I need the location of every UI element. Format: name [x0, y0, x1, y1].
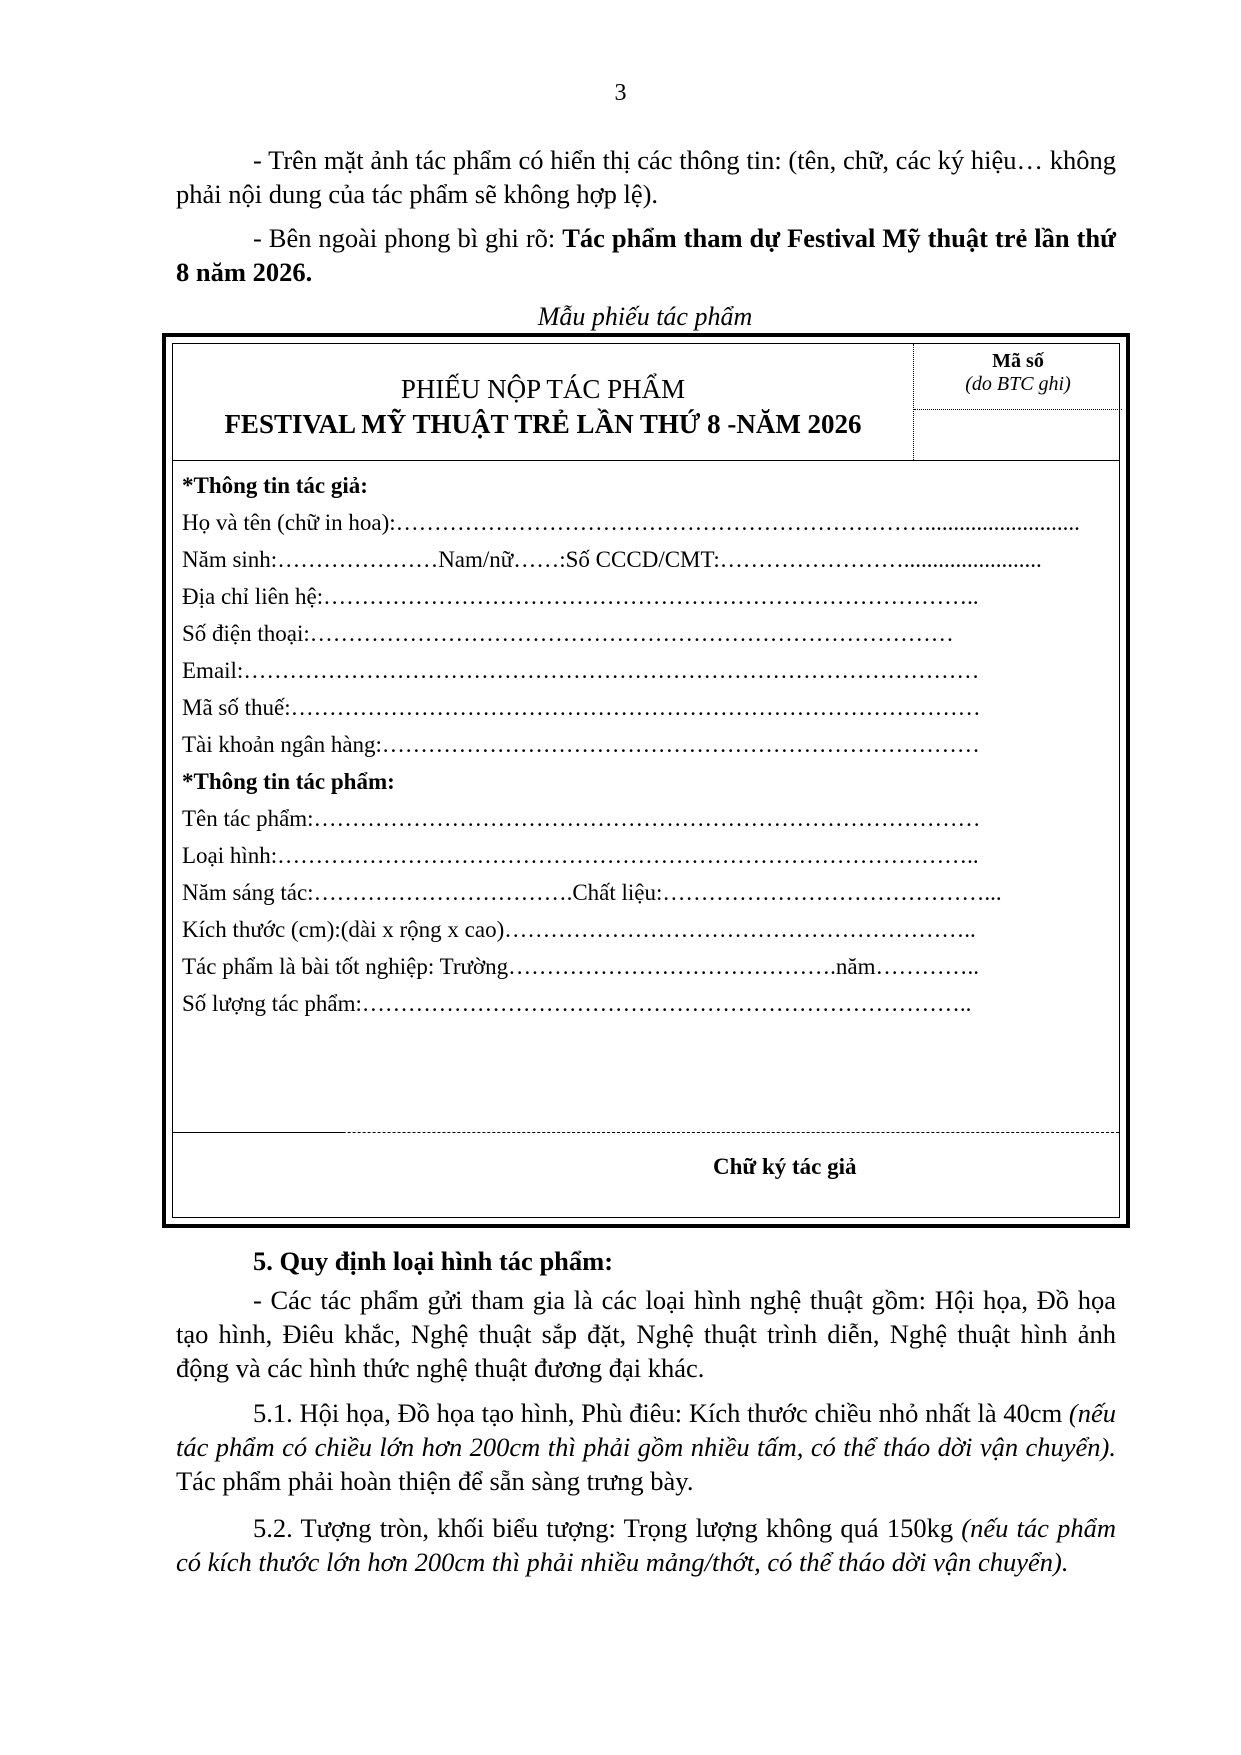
- form-title: PHIẾU NỘP TÁC PHẨM: [400, 374, 686, 404]
- form-inner-frame: [172, 343, 1120, 1218]
- section5-heading: [176, 1244, 1116, 1278]
- author-field-tax: Mã số thuế:………………………………………………………………………………: [182, 695, 981, 720]
- submission-form: [162, 333, 1130, 1228]
- intro-p2-text: - Bên ngoài phong bì ghi rõ:: [253, 223, 563, 253]
- header-divider: [173, 460, 1119, 461]
- section5-1-text-end: Tác phẩm phải hoàn thiện để sẵn sàng trưng bày.: [176, 1466, 694, 1496]
- author-field-birth: Năm sinh:…………………Nam/nữ……:Số CCCD/CMT:……………………........................: [182, 547, 1042, 572]
- code-box: [913, 344, 1122, 460]
- code-label: Mã số: [992, 350, 1044, 372]
- code-note: (do BTC ghi): [965, 373, 1071, 395]
- intro-paragraph-1: [176, 143, 1116, 211]
- page-number: 3: [614, 80, 627, 106]
- section5-2-text: 5.2. Tượng tròn, khối biểu tượng: Trọng lượng không quá 150kg: [253, 1513, 962, 1543]
- section5-heading-text: 5. Quy định loại hình tác phẩm:: [253, 1246, 614, 1276]
- section5-p1-text: - Các tác phẩm gửi tham gia là các loại hình nghệ thuật gồm: Hội họa, Đồ họa tạo hình, Điêu khắc, Nghệ thuật sắp đặt, Nghệ thuật trình diễn, Nghệ thuật hình ảnh động và các hình thức nghệ thuật đương đại khác.: [176, 1285, 1116, 1383]
- author-field-email: Email:……………………………………………………………………………………: [182, 658, 980, 683]
- author-field-phone: Số điện thoại:…………………………………………………………………………: [182, 621, 954, 646]
- form-subtitle: FESTIVAL MỸ THUẬT TRẺ LẦN THỨ 8 -NĂM 2026: [224, 409, 862, 439]
- code-box-divider: [914, 409, 1122, 410]
- work-field-year: Năm sáng tác:…………………………….Chất liệu:……………………………………...: [182, 880, 1002, 905]
- form-header: [173, 344, 913, 460]
- section5-paragraph-1: [176, 1283, 1116, 1385]
- author-field-address: Địa chỉ liên hệ:…………………………………………………………………………..: [182, 584, 979, 609]
- section5-1-italic: (nếu tác phẩm có chiều lớn hơn 200cm thì phải gồm nhiều tấm, có thể tháo dời vận chuyển).: [176, 1398, 1116, 1462]
- work-field-title: Tên tác phẩm:……………………………………………………………………………: [182, 806, 981, 831]
- author-field-name: Họ và tên (chữ in hoa):……………………………………………………………...........................: [182, 510, 1080, 535]
- work-field-type: Loại hình:………………………………………………………………………………..: [182, 843, 979, 868]
- intro-p2-bold: Tác phẩm tham dự Festival Mỹ thuật trẻ lần thứ 8 năm 2026.: [176, 223, 1116, 287]
- author-field-bank: Tài khoản ngân hàng:……………………………………………………………………: [182, 732, 980, 757]
- section5-2-italic: (nếu tác phẩm có kích thước lớn hơn 200cm thì phải nhiều mảng/thớt, có thể tháo dời vận chuyển).: [176, 1513, 1116, 1577]
- signature-label: Chữ ký tác giả: [713, 1154, 857, 1179]
- work-heading: *Thông tin tác phẩm:: [182, 769, 395, 794]
- form-caption: Mẫu phiếu tác phẩm: [537, 302, 753, 331]
- section5-2-paragraph: [176, 1511, 1116, 1579]
- work-field-graduation: Tác phẩm là bài tốt nghiệp: Trường…………………………………….năm…………..: [182, 954, 979, 979]
- section5-1-text: 5.1. Hội họa, Đồ họa tạo hình, Phù điêu: Kích thước chiều nhỏ nhất là 40cm: [253, 1398, 1069, 1428]
- work-field-quantity: Số lượng tác phẩm:……………………………………………………………………..: [182, 991, 972, 1016]
- work-field-size: Kích thước (cm):(dài x rộng x cao)……………………………………………………..: [182, 917, 976, 942]
- signature-divider: [173, 1132, 1119, 1133]
- section5-1-paragraph: [176, 1396, 1116, 1498]
- intro-p1-text: - Trên mặt ảnh tác phẩm có hiển thị các thông tin: (tên, chữ, các ký hiệu… không phải nội dung của tác phẩm sẽ không hợp lệ).: [176, 145, 1116, 209]
- author-heading: *Thông tin tác giả:: [182, 473, 368, 498]
- intro-paragraph-2: [176, 221, 1116, 289]
